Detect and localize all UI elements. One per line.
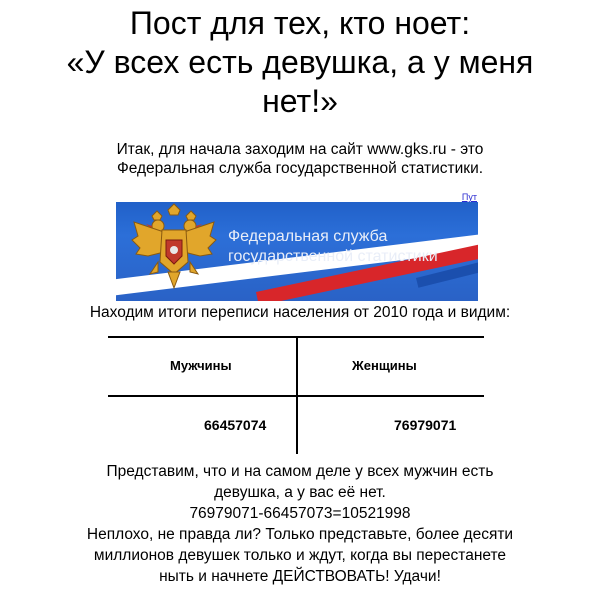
table-column-divider — [296, 336, 298, 454]
post-title — [0, 4, 600, 121]
outro-line-4: Неплохо, не правда ли? Только представьте, более десяти — [86, 526, 514, 543]
intro-line-1: Итак, для начала заходим на сайт www.gks.ru - это — [116, 141, 484, 158]
census-intro-text: Находим итоги переписи населения от 2010 года и видим: — [89, 304, 511, 321]
outro-text — [0, 461, 600, 587]
post-title-line-2: «У всех есть девушка, а у меня — [66, 44, 534, 80]
banner-title — [228, 227, 438, 267]
outro-line-6: ныть и начнете ДЕЙСТВОВАТЬ! Удачи! — [159, 568, 441, 585]
intro-text — [0, 140, 600, 178]
table-value-women: 76979071 — [394, 417, 457, 433]
intro-line-2: Федеральная служба государственной статистики. — [116, 160, 484, 177]
census-table — [108, 336, 484, 454]
outro-line-5: миллионов девушек только и ждут, когда вы перестанете — [93, 547, 507, 564]
banner-top-bar — [116, 192, 478, 202]
banner-title-line-2: государственной статистики — [228, 248, 438, 265]
outro-line-1: Представим, что и на самом деле у всех мужчин есть — [106, 463, 494, 480]
table-value-men: 66457074 — [204, 417, 267, 433]
table-header-women: Женщины — [352, 358, 417, 373]
table-header-men: Мужчины — [170, 358, 232, 373]
outro-equation: 76979071-66457073=10521998 — [189, 505, 411, 522]
banner-title-line-1: Федеральная служба — [228, 228, 388, 245]
rosstat-banner — [116, 192, 478, 301]
banner-link[interactable]: Пут — [461, 192, 477, 202]
post-title-line-1: Пост для тех, кто ноет: — [129, 5, 471, 41]
outro-line-2: девушка, а у вас её нет. — [214, 484, 386, 501]
post-title-line-3: нет!» — [262, 83, 338, 119]
double-headed-eagle-icon — [128, 202, 220, 294]
